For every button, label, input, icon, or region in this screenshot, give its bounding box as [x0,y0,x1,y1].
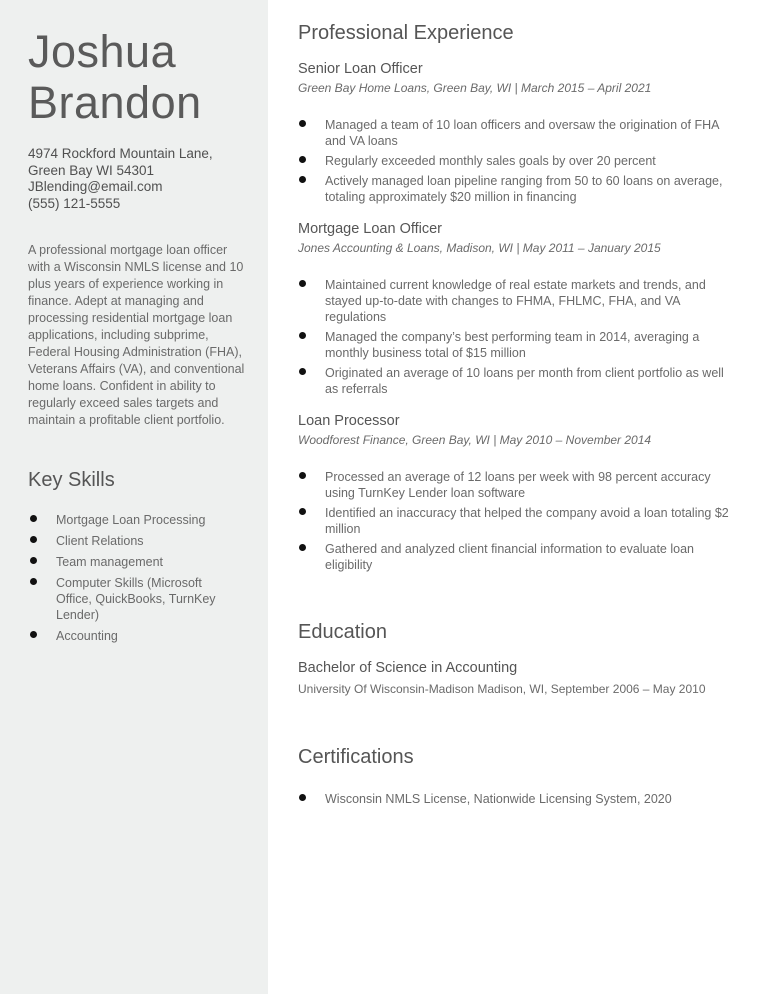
education-heading: Education [298,621,387,643]
job-title: Mortgage Loan Officer [298,221,443,237]
certification-item: Wisconsin NMLS License, Nationwide Licensing System, 2020 [298,791,738,807]
main-content [298,22,738,811]
skill-item: Mortgage Loan Processing [28,512,238,528]
bullet-icon [299,332,306,339]
job-point: Gathered and analyzed client financial information to evaluate loan eligibility [298,541,738,573]
job-point: Actively managed loan pipeline ranging from 50 to 60 loans on average, totaling approximately $20 million in financing [298,173,738,205]
job-point: Originated an average of 10 loans per month from client portfolio as well as referrals [298,365,738,397]
bullet-icon [299,544,306,551]
degree-title: Bachelor of Science in Accounting [298,660,518,676]
bullet-icon [30,557,37,564]
job-point: Processed an average of 12 loans per week with 98 percent accuracy using TurnKey Lender loan software [298,469,738,501]
job-point: Maintained current knowledge of real estate markets and trends, and stayed up-to-date with changes to FHMA, FHLMC, FHA, and VA regulations [298,277,738,325]
skills-heading: Key Skills [28,469,115,491]
bullet-icon [299,368,306,375]
bullet-icon [30,578,37,585]
phone: (555) 121-5555 [28,195,121,211]
job-company: Woodforest Finance, Green Bay, WI | May 2010 – November 2014 [298,433,652,447]
bullet-icon [30,515,37,522]
sidebar [0,0,268,994]
job-entry [298,221,738,397]
skill-item: Accounting [28,628,238,644]
certifications-heading: Certifications [298,746,414,768]
bullet-icon [299,120,306,127]
bullet-icon [299,280,306,287]
candidate-name [28,26,268,128]
name-first: Joshua [28,26,177,77]
skills-list [28,512,238,644]
professional-summary: A professional mortgage loan officer with a Wisconsin NMLS license and 10 plus years of experience working in finance. Adept at managing and processing residential mortgage loan applications, including subprime, Federal Housing Administration (FHA), Veterans Affairs (VA), and conventional home loans. Confident in ability to regularly exceed sales targets and maintain a profitable client portfolio. [28,243,245,427]
bullet-icon [299,794,306,801]
school-info: University Of Wisconsin-Madison Madison, WI, September 2006 – May 2010 [298,682,706,696]
job-points [298,469,738,573]
skill-item: Client Relations [28,533,238,549]
bullet-icon [299,472,306,479]
address-line-1: 4974 Rockford Mountain Lane, [28,146,213,161]
bullet-icon [299,508,306,515]
address-line-2: Green Bay WI 54301 [28,162,155,178]
bullet-icon [299,176,306,183]
job-entry [298,61,738,205]
experience-heading: Professional Experience [298,22,514,44]
job-point: Managed a team of 10 loan officers and oversaw the origination of FHA and VA loans [298,117,738,149]
job-points [298,117,738,205]
email: JBlending@email.com [28,179,163,194]
job-title: Loan Processor [298,413,400,429]
bullet-icon [30,631,37,638]
job-company: Jones Accounting & Loans, Madison, WI | May 2011 – January 2015 [298,241,661,255]
name-last: Brandon [28,77,202,128]
job-company: Green Bay Home Loans, Green Bay, WI | March 2015 – April 2021 [298,81,652,95]
contact-info [28,146,268,212]
job-points [298,277,738,397]
bullet-icon [30,536,37,543]
bullet-icon [299,156,306,163]
job-point: Identified an inaccuracy that helped the company avoid a loan totaling $2 million [298,505,738,537]
job-title: Senior Loan Officer [298,61,423,77]
certifications-list [298,791,738,807]
skill-item: Team management [28,554,238,570]
job-entry [298,413,738,573]
job-point: Managed the company’s best performing team in 2014, averaging a monthly business total of $15 million [298,329,738,361]
job-point: Regularly exceeded monthly sales goals by over 20 percent [298,153,738,169]
skill-item: Computer Skills (Microsoft Office, QuickBooks, TurnKey Lender) [28,575,238,623]
